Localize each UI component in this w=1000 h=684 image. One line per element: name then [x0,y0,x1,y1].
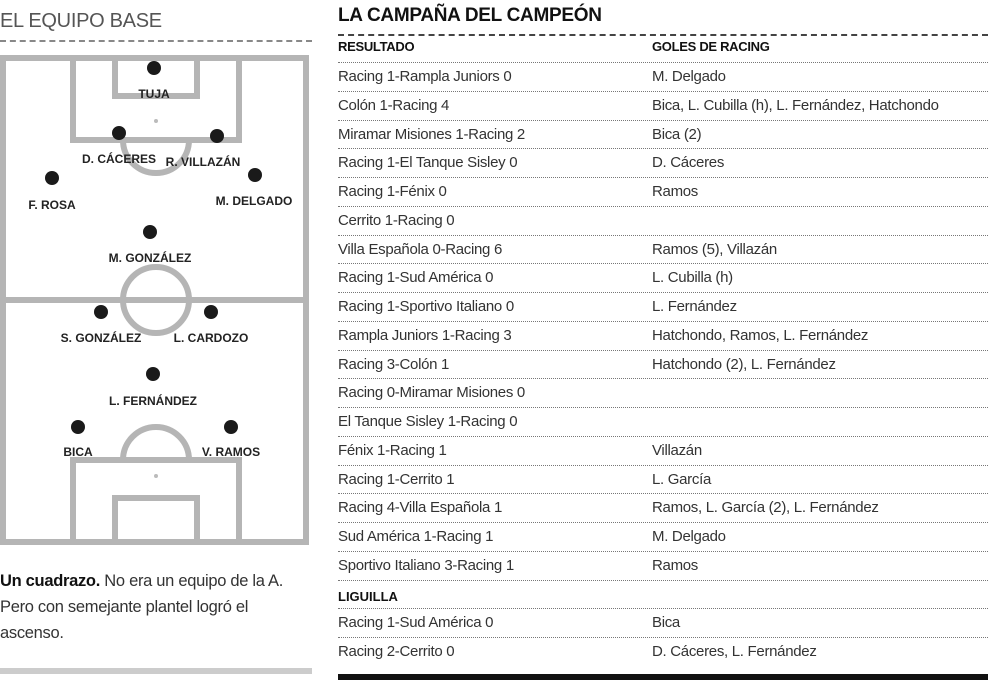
player-name-rb: M. DELGADO [215,194,293,208]
player-dot-lb [45,171,59,185]
player-name-cm1: S. GONZÁLEZ [60,331,142,345]
results-table [338,62,988,666]
table-row [338,120,988,149]
bottom-goal-area [115,498,197,542]
table-row [338,263,988,292]
player-dot-cm1 [94,305,108,319]
column-header-result: RESULTADO [338,39,415,54]
match-result: Racing 1-Rampla Juniors 0 [338,68,512,85]
player-dot-fw1 [71,420,85,434]
title-divider [0,40,312,42]
table-row [338,148,988,177]
right-bottom-rule [338,674,988,680]
table-row [338,551,988,580]
match-goals: Ramos [652,556,699,574]
match-goals: D. Cáceres [652,154,725,172]
player-dot-cb1 [112,126,126,140]
player-name-lb: F. ROSA [28,198,76,212]
match-result: Sportivo Italiano 3-Racing 1 [338,556,514,574]
table-row [338,608,988,637]
player-dot-gk [147,61,161,75]
player-dot-am [146,367,160,381]
match-goals: Bica [652,614,680,632]
match-result: Racing 1-El Tanque Sisley 0 [338,154,518,172]
table-row [338,637,988,666]
match-goals: D. Cáceres, L. Fernández [652,643,817,660]
match-goals: L. Cubilla (h) [652,269,733,287]
match-goals: Ramos [652,183,699,200]
table-row [338,177,988,206]
match-result: Racing 1-Fénix 0 [338,183,447,200]
match-result: Racing 1-Sud América 0 [338,269,494,287]
match-result: El Tanque Sisley 1-Racing 0 [338,413,518,430]
bottom-penalty-spot [154,474,158,478]
player-name-am: L. FERNÁNDEZ [109,394,197,408]
player-name-cb1: D. CÁCERES [81,152,157,166]
table-row [338,493,988,522]
table-row [338,350,988,379]
match-result: Cerrito 1-Racing 0 [338,211,455,229]
match-result: Villa Española 0-Racing 6 [338,240,502,258]
match-goals: M. Delgado [652,68,726,85]
match-goals: L. Fernández [652,298,737,315]
player-dot-fw2 [224,420,238,434]
player-dot-dm [143,225,157,239]
match-goals: L. García [652,470,711,488]
match-result: Racing 3-Colón 1 [338,355,450,373]
match-goals: Bica (2) [652,125,702,143]
match-goals: M. Delgado [652,528,726,545]
caption-text: No era un equipo de la A. Pero con semejante plantel logró el ascenso. [0,572,284,642]
caption-lead: Un cuadrazo. [0,572,101,590]
match-result: Colón 1-Racing 4 [338,96,450,114]
match-goals: Ramos, L. García (2), L. Fernández [652,499,879,517]
campaign-panel [338,0,990,684]
match-goals: Villazán [652,441,702,459]
lineup-caption [0,568,312,646]
match-result: Miramar Misiones 1-Racing 2 [338,125,525,143]
match-result: Racing 2-Cerrito 0 [338,643,455,660]
match-result: Racing 0-Miramar Misiones 0 [338,384,525,402]
match-result: Racing 1-Sportivo Italiano 0 [338,298,514,315]
player-dot-cm2 [204,305,218,319]
table-row [338,206,988,235]
match-goals: Ramos (5), Villazán [652,240,777,258]
table-row [338,62,988,91]
table-row [338,465,988,494]
player-name-dm: M. GONZÁLEZ [108,251,192,265]
match-result: Sud América 1-Racing 1 [338,528,494,545]
table-row [338,91,988,120]
player-name-gk: TUJA [138,87,170,101]
table-row [338,235,988,264]
bottom-penalty-arc [123,427,189,460]
match-result: Racing 1-Sud América 0 [338,614,494,632]
player-name-fw2: V. RAMOS [201,445,261,459]
table-row [338,407,988,436]
liguilla-section-header [338,580,988,609]
lineup-panel [0,0,312,684]
player-name-cb2: R. VILLAZÁN [165,155,241,169]
match-result: Fénix 1-Racing 1 [338,441,447,459]
campaign-title: LA CAMPAÑA DEL CAMPEÓN [338,5,602,26]
player-name-cm2: L. CARDOZO [173,331,249,345]
liguilla-label: LIGUILLA [338,588,398,604]
title-divider [338,34,988,36]
top-penalty-spot [154,119,158,123]
table-row [338,378,988,407]
football-pitch [0,55,312,545]
player-dot-cb2 [210,129,224,143]
table-row [338,522,988,551]
match-result: Racing 4-Villa Española 1 [338,499,502,517]
player-name-fw1: BICA [63,445,93,459]
column-header-goals: GOLES DE RACING [652,39,770,54]
left-bottom-rule [0,668,312,674]
table-row [338,321,988,350]
player-dot-rb [248,168,262,182]
match-result: Racing 1-Cerrito 1 [338,470,455,488]
table-row [338,292,988,321]
table-row [338,436,988,465]
match-goals: Hatchondo, Ramos, L. Fernández [652,326,869,344]
match-result: Rampla Juniors 1-Racing 3 [338,326,512,344]
lineup-title: EL EQUIPO BASE [0,10,162,32]
match-goals: Bica, L. Cubilla (h), L. Fernández, Hatchondo [652,96,939,114]
match-goals: Hatchondo (2), L. Fernández [652,355,836,373]
